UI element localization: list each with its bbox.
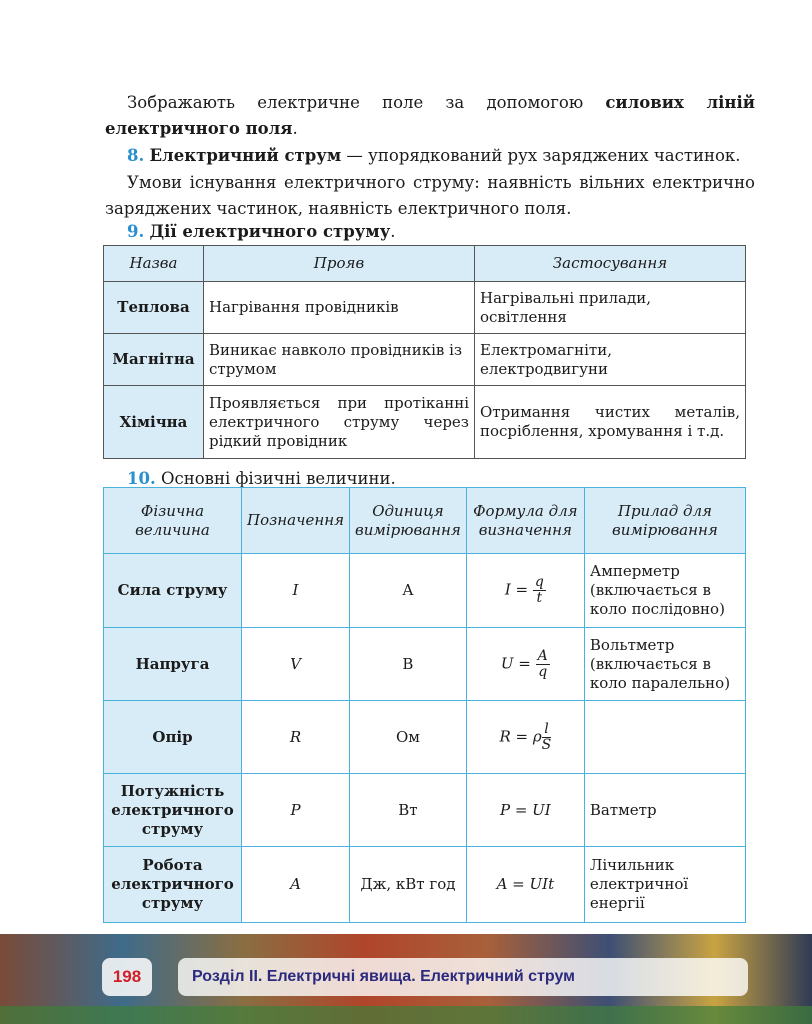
denominator: S xyxy=(541,736,552,753)
cell-quantity: Опір xyxy=(104,701,242,774)
cell-device: Ватметр xyxy=(584,774,745,847)
cell-unit: А xyxy=(350,554,467,628)
formula-left: U = xyxy=(500,654,531,672)
column-header: Формула для визначення xyxy=(466,488,584,554)
page-number: 198 xyxy=(102,958,152,996)
column-header: Назва xyxy=(104,246,204,282)
bold-term: силових ліній електричного поля xyxy=(105,93,755,138)
fraction xyxy=(536,649,550,680)
table-header-row xyxy=(104,246,746,282)
chapter-title: Розділ ІІ. Електричні явища. Електричний струм xyxy=(178,958,748,996)
cell-formula xyxy=(466,701,584,774)
table-row xyxy=(104,628,746,701)
cell-symbol: R xyxy=(242,701,350,774)
item-9 xyxy=(105,219,755,245)
formula-left: I = xyxy=(504,580,529,599)
cell-formula: A = UIt xyxy=(466,847,584,923)
column-header: Одиниця вимірювання xyxy=(350,488,467,554)
denominator: t xyxy=(536,590,543,606)
physical-quantities-table xyxy=(103,487,746,923)
column-header: Прояв xyxy=(204,246,475,282)
cell-application: Нагрівальні прилади, освітлення xyxy=(475,282,746,334)
denominator: q xyxy=(538,663,548,680)
cell-manifestation: Виникає навколо провідників із струмом xyxy=(204,334,475,386)
cell-formula xyxy=(466,628,584,701)
paragraph-conditions: Умови існування електричного струму: наявність вільних електрично заряджених частинок, наявність електричного поля. xyxy=(105,173,755,218)
numerator: q xyxy=(534,574,544,590)
item-number: 8. xyxy=(127,146,145,165)
table-row xyxy=(104,334,746,386)
column-header: Фізична величина xyxy=(104,488,242,554)
cell-device: Лічильник електричної енергії xyxy=(584,847,745,923)
cell-manifestation: Нагрівання провідників xyxy=(204,282,475,334)
cell-symbol: A xyxy=(242,847,350,923)
item-number: 9. xyxy=(127,222,145,241)
cell-manifestation: Проявляється при протіканні електричного струму через рідкий провідник xyxy=(204,386,475,459)
text: Зображають електричне поле за допомогою xyxy=(127,93,606,112)
numerator: l xyxy=(542,722,552,738)
table-header-row xyxy=(104,488,746,554)
cell-quantity: Сила струму xyxy=(104,554,242,628)
cell-name: Хімічна xyxy=(104,386,204,459)
cell-quantity: Напруга xyxy=(104,628,242,701)
cell-symbol: P xyxy=(242,774,350,847)
fraction xyxy=(533,575,546,606)
cell-name: Теплова xyxy=(104,282,204,334)
column-header: Позначення xyxy=(242,488,350,554)
bold-term: Електричний струм xyxy=(149,146,342,165)
cell-application: Отримання чистих металів, посріблення, хромування і т.д. xyxy=(475,386,746,459)
cell-symbol: V xyxy=(242,628,350,701)
column-header: Застосування xyxy=(475,246,746,282)
text: . xyxy=(292,119,298,138)
cell-device: Вольтметр (включається в коло паралельно) xyxy=(584,628,745,701)
cell-name: Магнітна xyxy=(104,334,204,386)
table-row xyxy=(104,847,746,923)
paragraph-field-lines xyxy=(105,90,755,142)
cell-application: Електромагніти, електродвигуни xyxy=(475,334,746,386)
cell-device xyxy=(584,701,745,774)
text: — упорядкований рух заряджених частинок. xyxy=(341,146,741,165)
cell-symbol: I xyxy=(242,554,350,628)
cell-quantity: Робота електричного струму xyxy=(104,847,242,923)
fraction xyxy=(542,722,552,753)
bold-term: Дії електричного струму xyxy=(149,222,391,241)
cell-formula xyxy=(466,554,584,628)
table-row xyxy=(104,386,746,459)
text: . xyxy=(390,222,396,241)
cell-unit: В xyxy=(350,628,467,701)
cell-device: Амперметр (включається в коло послідовно) xyxy=(584,554,745,628)
table-row xyxy=(104,774,746,847)
effects-table xyxy=(103,245,746,459)
formula-left: R = ρ xyxy=(499,727,542,745)
text: Основні фізичні величини. xyxy=(155,469,396,488)
item-number: 10. xyxy=(127,469,156,488)
table-row xyxy=(104,282,746,334)
cell-unit: Ом xyxy=(350,701,467,774)
cell-unit: Вт xyxy=(350,774,467,847)
cell-formula: P = UI xyxy=(466,774,584,847)
numerator: A xyxy=(537,647,548,664)
cell-quantity: Потужність електричного струму xyxy=(104,774,242,847)
table-row xyxy=(104,554,746,628)
item-8 xyxy=(105,143,755,169)
cell-unit: Дж, кВт год xyxy=(350,847,467,923)
table-row xyxy=(104,701,746,774)
column-header: Прилад для вимірювання xyxy=(584,488,745,554)
